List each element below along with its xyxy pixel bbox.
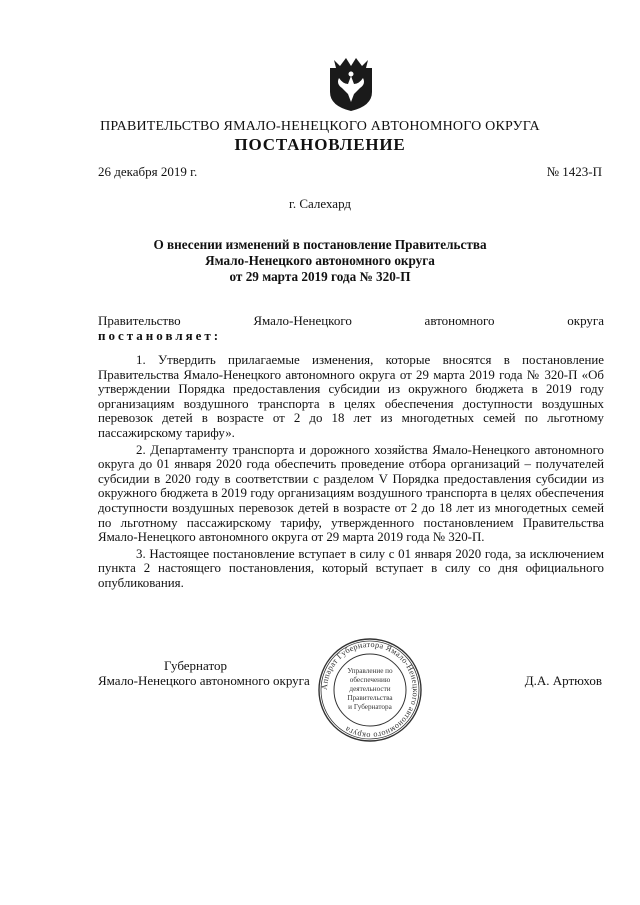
stamp-line: Правительства [347, 694, 393, 702]
paragraph-3: 3. Настоящее постановление вступает в силу с 01 января 2020 года, за исключением пункта 2 настоящего постановления, который вступает в силу со дня официального опубликования. [98, 546, 604, 590]
preamble-word: Ямало-Ненецкого [253, 313, 352, 328]
stamp-line: обеспечению [349, 676, 391, 684]
title-line: О внесении изменений в постановление Правительства [153, 237, 487, 252]
government-name: ПРАВИТЕЛЬСТВО ЯМАЛО-НЕНЕЦКОГО АВТОНОМНОГО ОКРУГА [100, 119, 540, 134]
official-stamp-icon [315, 637, 425, 743]
title-line: Ямало-Ненецкого автономного округа [205, 253, 435, 268]
preamble [98, 313, 604, 343]
document-body [98, 353, 604, 593]
preamble-word: Правительство [98, 313, 181, 328]
stamp-line: и Губернатора [348, 703, 392, 711]
title-line: от 29 марта 2019 года № 320-П [229, 269, 411, 284]
stamp-ring-text: Аппарат Губернатора Ямало-Ненецкого автономного округа [319, 639, 421, 741]
coat-of-arms-icon [326, 54, 376, 112]
document-date: 26 декабря 2019 г. [98, 164, 198, 179]
decides-keyword: постановляет: [98, 328, 222, 343]
position-region: Ямало-Ненецкого автономного округа [98, 673, 310, 688]
document-type: ПОСТАНОВЛЕНИЕ [234, 135, 406, 154]
signatory-position [98, 658, 348, 688]
stamp-line: Управление по [347, 667, 393, 675]
paragraph-2: 2. Департаменту транспорта и дорожного хозяйства Ямало-Ненецкого автономного округа до 01 января 2020 года обеспечить проведение отбора организаций – получателей субсидии в 2020 году в соответствии с разделом V Порядка предоставления субсидии из окружного бюджета в 2019 году организациям воздушного транспорта в целях обеспечения доступности воздушных перевозок детей в возрасте от 2 до 18 лет из многодетных семей по льготному пассажирскому тарифу, утвержденного постановлением Правительства Ямало-Ненецкого автономного округа от 29 марта 2019 года № 320-П. [98, 442, 604, 545]
position-title: Губернатор [164, 658, 227, 673]
document-number: № 1423-П [546, 164, 602, 179]
paragraph-1: 1. Утвердить прилагаемые изменения, которые вносятся в постановление Правительства Ямало-Ненецкого автономного округа от 29 марта 2019 года № 320-П «Об утверждении Порядка предоставления субсидии из окружного бюджета в 2019 году организациям воздушного транспорта в целях обеспечения доступности воздушных перевозок детей в возрасте от 2 до 18 лет из многодетных семей по льготному пассажирскому тарифу». [98, 353, 604, 440]
signatory-name: Д.А. Артюхов [524, 673, 602, 688]
document-title [0, 237, 640, 285]
preamble-word: автономного [424, 313, 495, 328]
document-city: г. Салехард [288, 196, 352, 211]
preamble-word: округа [567, 313, 604, 328]
stamp-line: деятельности [349, 685, 391, 693]
